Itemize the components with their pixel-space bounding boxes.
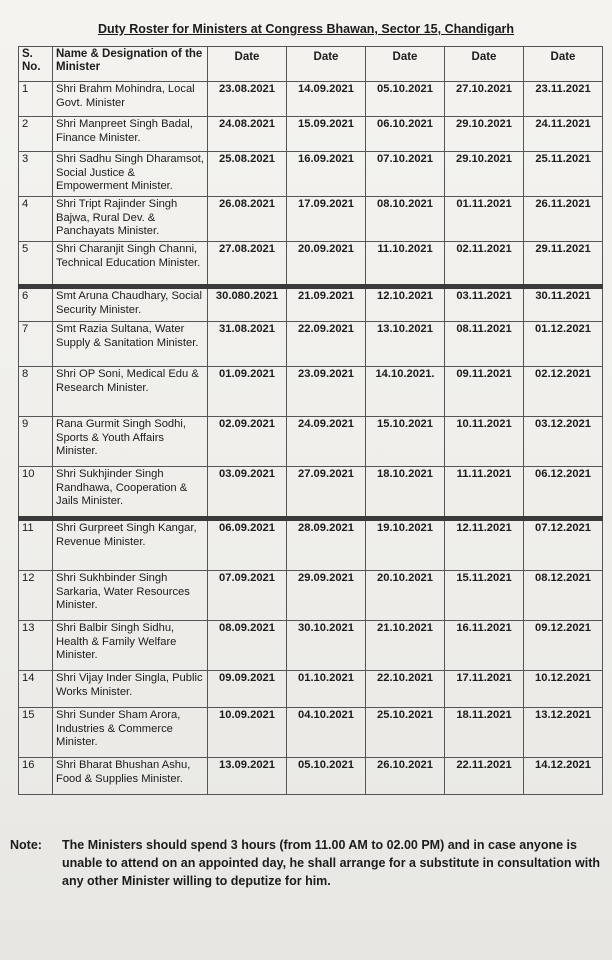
cell-sno: 5 bbox=[19, 242, 53, 287]
table-row bbox=[19, 417, 603, 467]
cell-date: 20.09.2021 bbox=[287, 242, 366, 287]
cell-minister-name: Shri Balbir Singh Sidhu, Health & Family Welfare Minister. bbox=[53, 621, 208, 671]
cell-minister-name: Shri Gurpreet Singh Kangar, Revenue Minister. bbox=[53, 519, 208, 571]
cell-date: 14.10.2021. bbox=[366, 367, 445, 417]
cell-sno: 7 bbox=[19, 322, 53, 367]
header-row bbox=[19, 47, 603, 82]
cell-sno: 4 bbox=[19, 197, 53, 242]
header-date: Date bbox=[287, 47, 366, 82]
cell-date: 08.12.2021 bbox=[524, 571, 603, 621]
cell-date: 23.09.2021 bbox=[287, 367, 366, 417]
cell-date: 29.09.2021 bbox=[287, 571, 366, 621]
cell-date: 01.12.2021 bbox=[524, 322, 603, 367]
cell-sno: 2 bbox=[19, 117, 53, 152]
cell-date: 07.12.2021 bbox=[524, 519, 603, 571]
cell-date: 03.12.2021 bbox=[524, 417, 603, 467]
cell-date: 26.10.2021 bbox=[366, 758, 445, 795]
table-row bbox=[19, 197, 603, 242]
cell-sno: 13 bbox=[19, 621, 53, 671]
cell-date: 24.09.2021 bbox=[287, 417, 366, 467]
cell-date: 26.08.2021 bbox=[208, 197, 287, 242]
cell-date: 24.08.2021 bbox=[208, 117, 287, 152]
cell-minister-name: Shri Manpreet Singh Badal, Finance Minister. bbox=[53, 117, 208, 152]
cell-date: 01.11.2021 bbox=[445, 197, 524, 242]
cell-sno: 1 bbox=[19, 82, 53, 117]
document-title: Duty Roster for Ministers at Congress Bhawan, Sector 15, Chandigarh bbox=[97, 22, 515, 36]
cell-minister-name: Shri Brahm Mohindra, Local Govt. Minister bbox=[53, 82, 208, 117]
table-row bbox=[19, 621, 603, 671]
cell-date: 27.09.2021 bbox=[287, 467, 366, 519]
cell-minister-name: Shri Sukhjinder Singh Randhawa, Cooperation & Jails Minister. bbox=[53, 467, 208, 519]
header-date: Date bbox=[524, 47, 603, 82]
cell-minister-name: Shri Charanjit Singh Channi, Technical Education Minister. bbox=[53, 242, 208, 287]
cell-date: 25.11.2021 bbox=[524, 152, 603, 197]
cell-date: 17.11.2021 bbox=[445, 671, 524, 708]
cell-date: 01.10.2021 bbox=[287, 671, 366, 708]
header-date: Date bbox=[445, 47, 524, 82]
cell-sno: 3 bbox=[19, 152, 53, 197]
roster-table bbox=[18, 46, 603, 795]
cell-date: 11.11.2021 bbox=[445, 467, 524, 519]
cell-date: 08.09.2021 bbox=[208, 621, 287, 671]
roster-table-container bbox=[18, 46, 602, 795]
cell-date: 15.11.2021 bbox=[445, 571, 524, 621]
cell-date: 08.11.2021 bbox=[445, 322, 524, 367]
cell-date: 12.11.2021 bbox=[445, 519, 524, 571]
cell-minister-name: Smt Razia Sultana, Water Supply & Sanitation Minister. bbox=[53, 322, 208, 367]
cell-date: 06.12.2021 bbox=[524, 467, 603, 519]
cell-minister-name: Shri Sukhbinder Singh Sarkaria, Water Resources Minister. bbox=[53, 571, 208, 621]
cell-date: 27.10.2021 bbox=[445, 82, 524, 117]
cell-sno: 6 bbox=[19, 287, 53, 322]
header-date: Date bbox=[208, 47, 287, 82]
cell-date: 04.10.2021 bbox=[287, 708, 366, 758]
cell-date: 08.10.2021 bbox=[366, 197, 445, 242]
cell-date: 07.10.2021 bbox=[366, 152, 445, 197]
cell-date: 13.10.2021 bbox=[366, 322, 445, 367]
cell-date: 13.09.2021 bbox=[208, 758, 287, 795]
cell-date: 10.12.2021 bbox=[524, 671, 603, 708]
cell-date: 03.09.2021 bbox=[208, 467, 287, 519]
cell-date: 14.09.2021 bbox=[287, 82, 366, 117]
cell-date: 02.12.2021 bbox=[524, 367, 603, 417]
roster-body bbox=[19, 82, 603, 795]
cell-date: 22.10.2021 bbox=[366, 671, 445, 708]
cell-date: 25.10.2021 bbox=[366, 708, 445, 758]
cell-date: 16.09.2021 bbox=[287, 152, 366, 197]
cell-date: 09.12.2021 bbox=[524, 621, 603, 671]
table-row bbox=[19, 519, 603, 571]
cell-date: 16.11.2021 bbox=[445, 621, 524, 671]
cell-date: 19.10.2021 bbox=[366, 519, 445, 571]
cell-minister-name: Shri OP Soni, Medical Edu & Research Minister. bbox=[53, 367, 208, 417]
cell-minister-name: Shri Sunder Sham Arora, Industries & Commerce Minister. bbox=[53, 708, 208, 758]
cell-date: 07.09.2021 bbox=[208, 571, 287, 621]
cell-sno: 11 bbox=[19, 519, 53, 571]
cell-date: 10.09.2021 bbox=[208, 708, 287, 758]
cell-minister-name: Shri Vijay Inder Singla, Public Works Minister. bbox=[53, 671, 208, 708]
cell-sno: 8 bbox=[19, 367, 53, 417]
note-text: The Ministers should spend 3 hours (from 11.00 AM to 02.00 PM) and in case anyone is unable to attend on an appointed day, he shall arrange for a substitute in consultation with any other Minister willing to deputize for him. bbox=[62, 838, 601, 888]
cell-date: 03.11.2021 bbox=[445, 287, 524, 322]
cell-date: 14.12.2021 bbox=[524, 758, 603, 795]
table-row bbox=[19, 708, 603, 758]
table-row bbox=[19, 367, 603, 417]
cell-date: 06.09.2021 bbox=[208, 519, 287, 571]
cell-sno: 15 bbox=[19, 708, 53, 758]
cell-date: 05.10.2021 bbox=[287, 758, 366, 795]
cell-date: 02.09.2021 bbox=[208, 417, 287, 467]
header-name: Name & Designation of the Minister bbox=[53, 47, 208, 82]
header-sno: S. No. bbox=[19, 47, 53, 82]
table-row bbox=[19, 152, 603, 197]
cell-date: 29.11.2021 bbox=[524, 242, 603, 287]
cell-date: 29.10.2021 bbox=[445, 152, 524, 197]
cell-date: 18.11.2021 bbox=[445, 708, 524, 758]
cell-date: 12.10.2021 bbox=[366, 287, 445, 322]
cell-sno: 12 bbox=[19, 571, 53, 621]
cell-date: 23.11.2021 bbox=[524, 82, 603, 117]
cell-date: 31.08.2021 bbox=[208, 322, 287, 367]
cell-date: 15.09.2021 bbox=[287, 117, 366, 152]
cell-date: 13.12.2021 bbox=[524, 708, 603, 758]
table-row bbox=[19, 242, 603, 287]
cell-sno: 10 bbox=[19, 467, 53, 519]
cell-sno: 16 bbox=[19, 758, 53, 795]
cell-date: 29.10.2021 bbox=[445, 117, 524, 152]
cell-date: 18.10.2021 bbox=[366, 467, 445, 519]
cell-date: 30.10.2021 bbox=[287, 621, 366, 671]
table-row bbox=[19, 571, 603, 621]
cell-date: 01.09.2021 bbox=[208, 367, 287, 417]
cell-date: 27.08.2021 bbox=[208, 242, 287, 287]
cell-date: 22.09.2021 bbox=[287, 322, 366, 367]
cell-date: 02.11.2021 bbox=[445, 242, 524, 287]
table-row bbox=[19, 322, 603, 367]
cell-date: 05.10.2021 bbox=[366, 82, 445, 117]
cell-minister-name: Shri Bharat Bhushan Ashu, Food & Supplies Minister. bbox=[53, 758, 208, 795]
cell-date: 06.10.2021 bbox=[366, 117, 445, 152]
cell-date: 11.10.2021 bbox=[366, 242, 445, 287]
cell-date: 22.11.2021 bbox=[445, 758, 524, 795]
cell-minister-name: Rana Gurmit Singh Sodhi, Sports & Youth Affairs Minister. bbox=[53, 417, 208, 467]
cell-sno: 14 bbox=[19, 671, 53, 708]
table-row bbox=[19, 467, 603, 519]
cell-date: 25.08.2021 bbox=[208, 152, 287, 197]
cell-date: 20.10.2021 bbox=[366, 571, 445, 621]
cell-date: 30.080.2021 bbox=[208, 287, 287, 322]
header-date: Date bbox=[366, 47, 445, 82]
cell-date: 10.11.2021 bbox=[445, 417, 524, 467]
cell-minister-name: Shri Tript Rajinder Singh Bajwa, Rural Dev. & Panchayats Minister. bbox=[53, 197, 208, 242]
cell-sno: 9 bbox=[19, 417, 53, 467]
cell-minister-name: Smt Aruna Chaudhary, Social Security Minister. bbox=[53, 287, 208, 322]
cell-date: 09.09.2021 bbox=[208, 671, 287, 708]
cell-date: 23.08.2021 bbox=[208, 82, 287, 117]
cell-date: 21.10.2021 bbox=[366, 621, 445, 671]
table-row bbox=[19, 758, 603, 795]
cell-date: 28.09.2021 bbox=[287, 519, 366, 571]
cell-date: 09.11.2021 bbox=[445, 367, 524, 417]
cell-date: 17.09.2021 bbox=[287, 197, 366, 242]
cell-date: 26.11.2021 bbox=[524, 197, 603, 242]
cell-date: 24.11.2021 bbox=[524, 117, 603, 152]
table-row bbox=[19, 287, 603, 322]
cell-date: 15.10.2021 bbox=[366, 417, 445, 467]
cell-date: 21.09.2021 bbox=[287, 287, 366, 322]
table-row bbox=[19, 82, 603, 117]
cell-date: 30.11.2021 bbox=[524, 287, 603, 322]
cell-minister-name: Shri Sadhu Singh Dharamsot, Social Justice & Empowerment Minister. bbox=[53, 152, 208, 197]
table-row bbox=[19, 671, 603, 708]
note-label: Note: bbox=[10, 838, 42, 852]
note-block bbox=[10, 836, 606, 890]
table-row bbox=[19, 117, 603, 152]
